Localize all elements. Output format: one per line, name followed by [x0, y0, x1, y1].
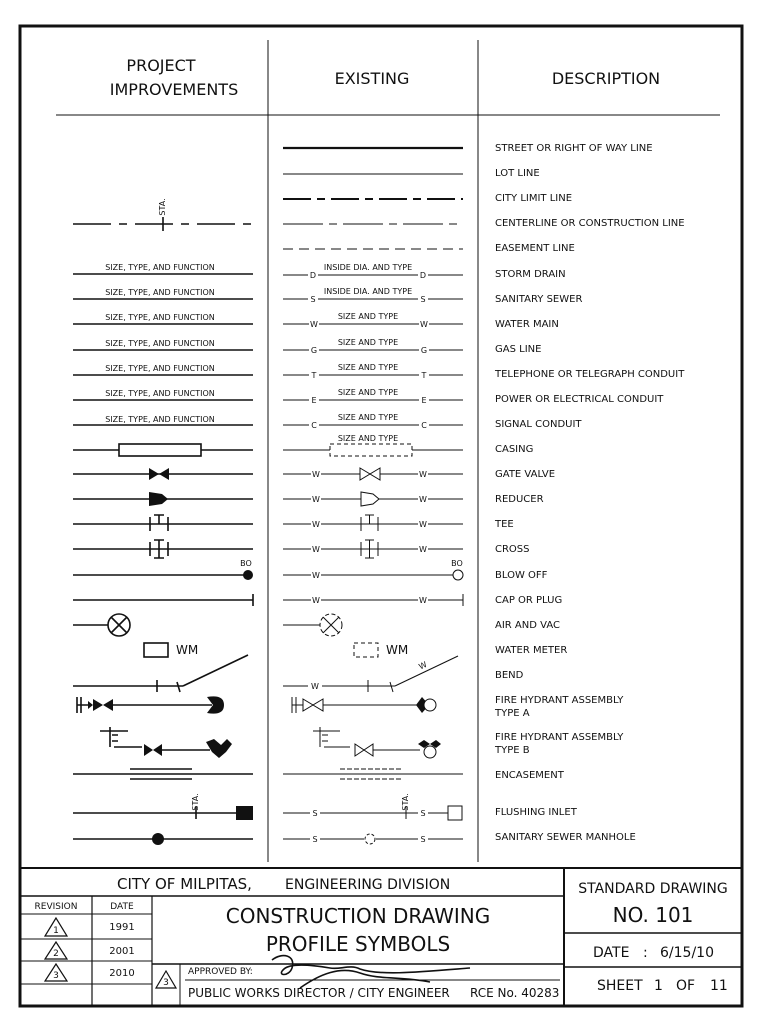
desc-cross: CROSS	[495, 544, 530, 555]
header-improvements: IMPROVEMENTS	[109, 80, 239, 99]
label-s-right: S	[420, 295, 426, 304]
label-d-left: D	[309, 271, 317, 280]
project-symbols	[73, 198, 253, 845]
header-existing: EXISTING	[334, 69, 410, 88]
size-type-function-label: SIZE, TYPE, AND FUNCTION	[105, 389, 215, 398]
project-utility-lines	[73, 263, 253, 425]
existing-tee	[283, 515, 463, 531]
desc-reducer: REDUCER	[495, 494, 544, 505]
inside-dia-label: INSIDE DIA. AND TYPE	[323, 287, 413, 296]
drawing-number: NO. 101	[612, 903, 694, 927]
revision-2-num: 2	[53, 949, 59, 959]
size-type-function-label: SIZE, TYPE, AND FUNCTION	[105, 339, 215, 348]
project-manhole	[73, 833, 253, 845]
standard-drawing-label: STANDARD DRAWING	[578, 881, 728, 897]
label-w-right: W	[419, 470, 427, 479]
label-w-left: W	[312, 545, 320, 554]
revision-header: REVISION	[34, 902, 78, 912]
label-c-left: C	[311, 421, 317, 430]
desc-air-vac: AIR AND VAC	[495, 620, 560, 631]
label-sta: STA.	[191, 793, 200, 811]
existing-cap-plug	[283, 594, 463, 606]
size-type-function-label: SIZE, TYPE, AND FUNCTION	[105, 364, 215, 373]
label-w-left: W	[312, 470, 320, 479]
label-w-right: W	[419, 545, 427, 554]
existing-flushing-inlet	[283, 793, 462, 820]
desc-fha-b-2: TYPE B	[495, 745, 530, 756]
desc-casing: CASING	[495, 444, 534, 455]
label-w-left: W	[312, 495, 320, 504]
desc-tee: TEE	[495, 519, 514, 530]
label-wm: WM	[386, 643, 409, 657]
sheet-label: SHEET	[597, 978, 643, 994]
desc-lot-line: LOT LINE	[495, 168, 540, 179]
project-cap-plug	[73, 594, 253, 606]
project-gate-valve	[73, 468, 253, 480]
size-type-function-label: SIZE, TYPE, AND FUNCTION	[105, 288, 215, 297]
date-label: DATE	[593, 945, 630, 961]
existing-manhole	[283, 834, 463, 844]
label-w-right: W	[419, 596, 427, 605]
project-fire-hydrant-a	[77, 696, 224, 713]
existing-gate-valve	[283, 468, 463, 480]
label-w-right: W	[419, 495, 427, 504]
label-e-left: E	[311, 396, 317, 405]
label-w-left: W	[312, 596, 320, 605]
size-and-type-label: SIZE AND TYPE	[337, 434, 399, 443]
project-bend	[73, 655, 248, 692]
label-d-right: D	[419, 271, 427, 280]
drawing-title-line2: PROFILE SYMBOLS	[265, 932, 451, 956]
label-e-right: E	[421, 396, 427, 405]
project-reducer	[73, 492, 253, 506]
size-and-type-label: SIZE AND TYPE	[337, 312, 399, 321]
desc-telephone: TELEPHONE OR TELEGRAPH CONDUIT	[495, 369, 685, 380]
existing-blow-off	[283, 559, 463, 580]
desc-city-limit: CITY LIMIT LINE	[495, 193, 573, 204]
existing-reducer	[283, 492, 463, 506]
label-g-left: G	[310, 346, 318, 355]
label-s-left: S	[312, 809, 318, 818]
label-sta: STA.	[401, 793, 410, 811]
project-fire-hydrant-b	[100, 727, 232, 758]
desc-easement: EASEMENT LINE	[495, 243, 575, 254]
header-project: PROJECT	[126, 56, 196, 75]
label-c-right: C	[421, 421, 427, 430]
desc-gate-valve: GATE VALVE	[495, 469, 556, 480]
rce-number: RCE No. 40283	[470, 986, 560, 1000]
existing-water-main	[283, 312, 463, 329]
desc-bend: BEND	[495, 670, 524, 681]
sheet-border	[20, 26, 742, 1006]
desc-cap-plug: CAP OR PLUG	[495, 595, 563, 606]
size-type-function-label: SIZE, TYPE, AND FUNCTION	[105, 415, 215, 424]
label-sta: STA.	[158, 198, 167, 216]
project-flushing-inlet	[73, 793, 253, 820]
existing-power	[283, 388, 463, 405]
label-t-left: T	[311, 371, 317, 380]
existing-fire-hydrant-b	[313, 727, 441, 758]
date-header: DATE	[110, 902, 134, 912]
revision-1-num: 1	[53, 926, 59, 936]
inside-dia-label: INSIDE DIA. AND TYPE	[323, 263, 413, 272]
description-column	[494, 143, 685, 843]
desc-storm-drain: STORM DRAIN	[495, 269, 566, 280]
project-water-meter	[144, 643, 198, 657]
size-and-type-label: SIZE AND TYPE	[337, 363, 399, 372]
existing-air-vac	[283, 614, 342, 636]
size-type-function-label: SIZE, TYPE, AND FUNCTION	[105, 263, 215, 272]
date-value: 6/15/10	[660, 945, 714, 961]
desc-fha-a-2: TYPE A	[495, 708, 530, 719]
label-w-left: W	[312, 571, 320, 580]
sheet-total: 11	[710, 978, 728, 994]
label-g-right: G	[420, 346, 428, 355]
label-w-left: W	[310, 320, 318, 329]
sheet-number: 1	[654, 978, 663, 994]
existing-symbols	[283, 148, 463, 844]
existing-fire-hydrant-a	[292, 697, 436, 713]
desc-street-row: STREET OR RIGHT OF WAY LINE	[495, 143, 653, 154]
desc-sanitary-sewer: SANITARY SEWER	[495, 294, 583, 305]
revision-3-num: 3	[53, 971, 59, 981]
title-block	[20, 868, 742, 1006]
signature	[272, 956, 470, 988]
desc-gas-line: GAS LINE	[495, 344, 542, 355]
project-blow-off	[73, 559, 253, 580]
label-w-right: W	[419, 520, 427, 529]
desc-blow-off: BLOW OFF	[495, 570, 548, 581]
desc-water-meter: WATER METER	[495, 645, 568, 656]
desc-encasement: ENCASEMENT	[495, 770, 564, 781]
size-and-type-label: SIZE AND TYPE	[337, 388, 399, 397]
label-s-right: S	[420, 809, 426, 818]
revision-1-date: 1991	[109, 922, 135, 933]
existing-water-meter	[354, 643, 408, 657]
approved-by-label: APPROVED BY:	[188, 967, 253, 977]
existing-signal	[283, 413, 463, 430]
project-centerline	[73, 198, 253, 231]
drawing-title-line1: CONSTRUCTION DRAWING	[225, 904, 491, 928]
project-encasement	[73, 769, 253, 779]
approver-rev-num: 3	[163, 978, 169, 988]
label-wm: WM	[176, 643, 199, 657]
label-w-left: W	[311, 682, 319, 691]
project-tee	[73, 515, 253, 531]
existing-casing	[283, 434, 463, 456]
size-and-type-label: SIZE AND TYPE	[337, 413, 399, 422]
agency-name: CITY OF MILPITAS,	[117, 875, 252, 893]
existing-storm-drain	[283, 263, 463, 280]
desc-fha-a-1: FIRE HYDRANT ASSEMBLY	[495, 695, 624, 706]
size-and-type-label: SIZE AND TYPE	[337, 338, 399, 347]
desc-manhole: SANITARY SEWER MANHOLE	[495, 832, 636, 843]
project-casing	[73, 444, 253, 456]
project-air-vac	[73, 614, 130, 636]
revision-3-date: 2010	[109, 968, 135, 979]
label-s-left: S	[312, 835, 318, 844]
label-t-right: T	[421, 371, 427, 380]
desc-fha-b-1: FIRE HYDRANT ASSEMBLY	[495, 732, 624, 743]
date-separator: :	[643, 945, 648, 961]
label-s-left: S	[310, 295, 316, 304]
desc-flushing-inlet: FLUSHING INLET	[495, 807, 577, 818]
label-w-right: W	[417, 659, 429, 672]
label-w-right: W	[420, 320, 428, 329]
label-s-right: S	[420, 835, 426, 844]
size-type-function-label: SIZE, TYPE, AND FUNCTION	[105, 313, 215, 322]
of-label: OF	[676, 978, 696, 994]
header-description: DESCRIPTION	[551, 69, 661, 88]
existing-bend	[283, 656, 458, 692]
desc-signal: SIGNAL CONDUIT	[495, 419, 582, 430]
existing-sanitary-sewer	[283, 287, 463, 304]
desc-centerline: CENTERLINE OR CONSTRUCTION LINE	[495, 218, 685, 229]
existing-cross	[283, 540, 463, 558]
existing-telephone	[283, 363, 463, 380]
label-w-left: W	[312, 520, 320, 529]
approver-title: PUBLIC WORKS DIRECTOR / CITY ENGINEER	[188, 986, 450, 1000]
division-name: ENGINEERING DIVISION	[285, 877, 451, 893]
desc-power: POWER OR ELECTRICAL CONDUIT	[495, 394, 664, 405]
label-bo: BO	[240, 559, 252, 568]
revision-2-date: 2001	[109, 946, 135, 957]
existing-encasement	[283, 769, 463, 779]
project-cross	[73, 540, 253, 558]
desc-water-main: WATER MAIN	[495, 319, 559, 330]
existing-gas-line	[283, 338, 463, 355]
label-bo: BO	[451, 559, 463, 568]
